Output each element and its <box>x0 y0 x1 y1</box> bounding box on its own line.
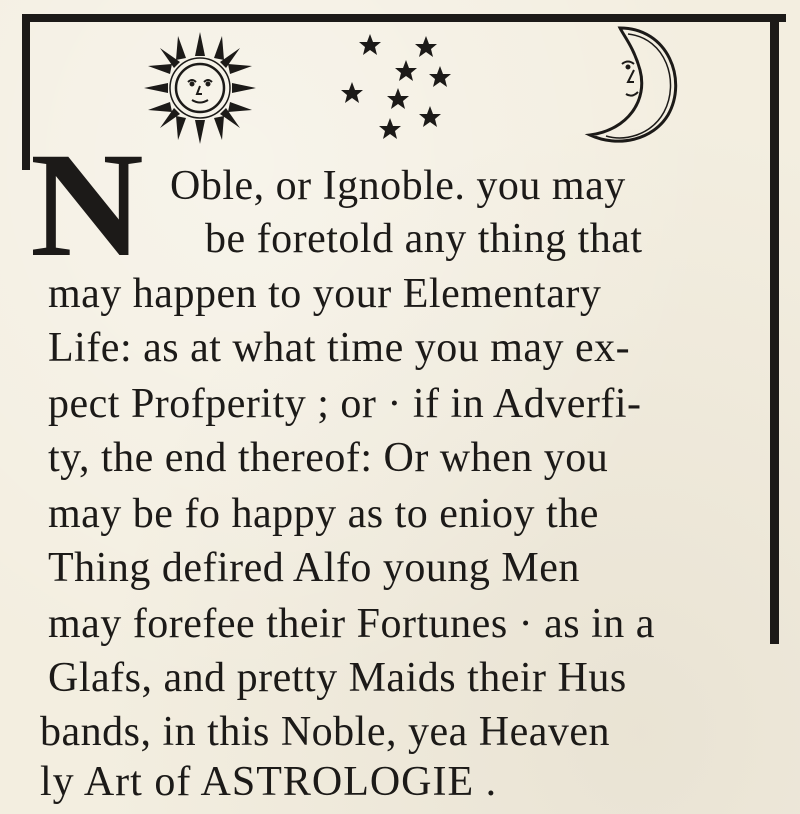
drop-cap: N <box>30 122 142 288</box>
text-line-12: ly Art of ASTROLOGIE . <box>40 759 498 805</box>
text-line-9: may forefee their Fortunes · as in a <box>48 601 655 647</box>
frame-left-border <box>22 14 30 170</box>
text-line-7: may be fo happy as to enioy the <box>48 491 599 537</box>
text-line-1: Oble, or Ignoble. you may <box>170 163 626 209</box>
text-line-10: Glafs, and pretty Maids their Hus <box>48 655 627 701</box>
text-line-8: Thing defired Alfo young Men <box>48 545 580 591</box>
text-line-5: pect Profperity ; or · if in Adverfi- <box>48 381 642 427</box>
frame-right-border <box>770 14 779 644</box>
crescent-moon-icon <box>548 20 698 150</box>
sun-icon <box>140 28 260 146</box>
text-line-2: be foretold any thing that <box>205 216 643 262</box>
text-line-3: may happen to your Elementary <box>48 271 602 317</box>
text-line-6: ty, the end thereof: Or when you <box>48 435 609 481</box>
text-line-4: Life: as at what time you may ex- <box>48 325 631 371</box>
stars-icon <box>330 28 460 148</box>
text-line-11: bands, in this Noble, yea Heaven <box>40 709 611 755</box>
